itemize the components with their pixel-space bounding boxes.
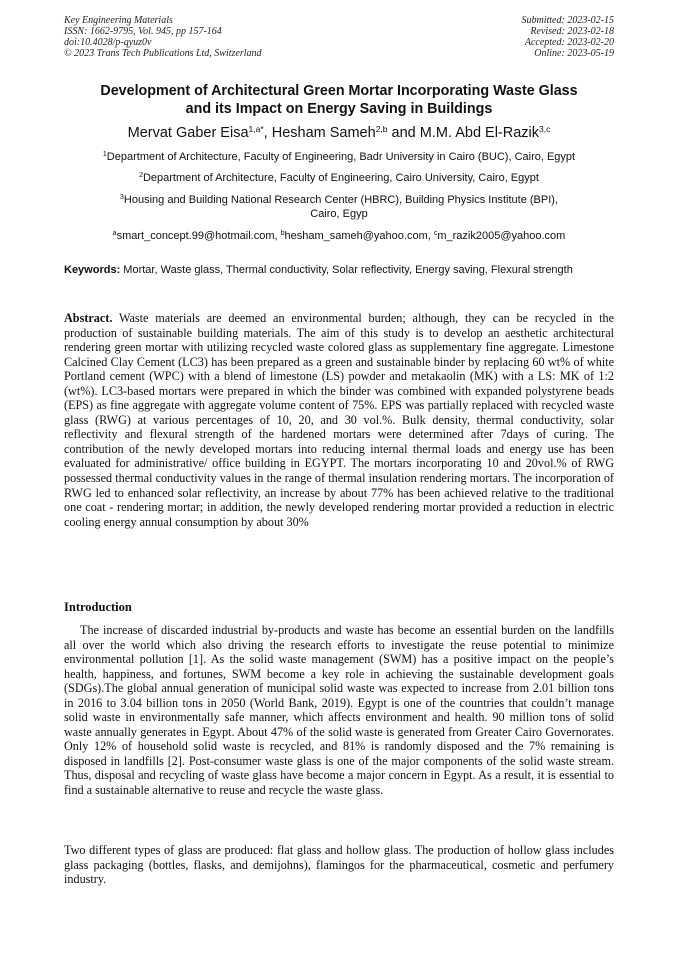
affiliation-text: Department of Architecture, Faculty of Engineering, Badr University in Cairo (BUC), Cairo, Egypt [106, 151, 576, 163]
email-line [64, 229, 614, 243]
author-name: Mervat Gaber Eisa [127, 125, 249, 141]
affiliation-mark: 2 [139, 172, 143, 179]
title-line-2: and its Impact on Energy Saving in Buildings [185, 101, 493, 117]
author-affiliation-mark: 2,b [375, 124, 388, 134]
affiliation-1 [64, 150, 614, 164]
intro-paragraph-2: Two different types of glass are produced: flat glass and hollow glass. The production of hollow glass includes glass packaging (bottles, flasks, and demijohns), flamingos for the pharmaceutical, cosmetic and perfumery industry. [64, 843, 614, 887]
affiliation-mark: 1 [102, 151, 107, 158]
issn-line: ISSN: 1662-9795, Vol. 945, pp 157-164 [64, 26, 222, 37]
email-address: m_razik2005@yahoo.com [437, 230, 566, 242]
abstract-text: Waste materials are deemed an environmental burden; although, they can be recycled in the production of sustainable building materials. The aim of this study is to develop an aesthetic architectural rendering green mortar with utilizing recycled waste colored glass as supplementary fine aggregate. Limestone Calcined Clay Cement (LC3) has been prepared as a green and sustainable binder by replacing 60 wt% of white Portland cement (WPC) with a blend of limestone (LS) powder and metakaolin (MK) with a LS: MK of 1:2 (wt%). LC3-based mortars were prepared in which the binder was combined with expanded polystyrene beads (EPS) as fine aggregate with aggregate volume content of 75%. EPS was partially replaced with recycled waste glass (RWG) at various percentages of 10, 20, and 30 vol.%. Bulk density, thermal conductivity, solar reflectivity and flexural strength of the hardened mortars were determined after 7days of curing. The contribution of the newly developed mortars into reducing internal thermal loads and energy use has been evaluated for administrative/ office building in EGYPT. The mortars incorporating 10 and 20vol.% of RWG possessed thermal conductivity values in the range of thermal insulation rendering mortars. The incorporation of RWG led to enhanced solar reflectivity, an increase by about 77% has been achieved relative to the traditional one coat - rendering mortar; in addition, the newly developed rendering mortar provided a reduction in electric cooling energy annual consumption by about 30% [64, 311, 614, 529]
revised-date: Revised: 2023-02-18 [530, 26, 614, 37]
affiliation-text: Department of Architecture, Faculty of Engineering, Cairo University, Cairo, Egypt [142, 172, 539, 184]
author-affiliation-mark: 1,a* [248, 124, 264, 134]
email-address: smart_concept.99@hotmail.com, [116, 230, 281, 242]
author-separator: , [263, 125, 272, 141]
affiliation-3 [64, 193, 614, 221]
email-address: hesham_sameh@yahoo.com, [284, 230, 434, 242]
journal-info [64, 15, 262, 59]
submission-dates [522, 15, 615, 59]
author-affiliation-mark: 3,c [539, 124, 551, 134]
author-name: Hesham Sameh [271, 125, 376, 141]
abstract-label: Abstract. [64, 311, 113, 325]
email-mark: a [112, 230, 117, 237]
affiliation-2 [64, 171, 614, 185]
paper-title [64, 82, 614, 118]
author-list [64, 124, 614, 142]
doi-line: doi:10.4028/p-qyuz0v [64, 37, 152, 48]
affiliation-mark: 3 [120, 194, 124, 201]
intro-paragraph-1: The increase of discarded industrial by-products and waste has become an essential burden on the landfills all over the world which also driving the research efforts to investigate the reuse potential to minimize environmental pollution [1]. As the solid waste management (SWM) has a positive impact on the people’s health, happiness, and fortunes, SWM become a key role in achieving the sustainable development goals (SDGs).The global annual generation of municipal solid waste was expected to increase from 2.01 billion tons in 2016 to 3.04 billion tons in 2050 (World Bank, 2019). Egypt is one of the countries that couldn’t manage solid waste in environmentally safe manner, which affects environment and health. 90 million tons of solid waste annually generates in Egypt. About 47% of the solid waste is generated from Greater Cairo Governorates. Only 12% of household solid waste is recycled, and 81% is randomly disposed and the 7% remaining is disposed in landfills [2]. Post-consumer waste glass is one of the major components of the solid waste stream. Thus, disposal and recycling of waste glass have become a major concern in Egypt. As a result, it is essential to find a sustainable alternative to reuse and recycle the waste glass. [64, 623, 614, 798]
keywords-text: Mortar, Waste glass, Thermal conductivity, Solar reflectivity, Energy saving, Flexural strength [120, 264, 573, 276]
author-name: M.M. Abd El-Razik [419, 125, 540, 141]
abstract [64, 311, 614, 529]
title-line-1: Development of Architectural Green Mortar Incorporating Waste Glass [100, 83, 578, 99]
email-mark: c [433, 230, 438, 237]
author-separator: and [387, 125, 420, 141]
email-mark: b [280, 230, 285, 237]
accepted-date: Accepted: 2023-02-20 [524, 37, 614, 48]
keywords [64, 263, 614, 278]
affiliation-text: Housing and Building National Research Center (HBRC), Building Physics Institute (BPI), [123, 194, 558, 206]
copyright-line: © 2023 Trans Tech Publications Ltd, Switzerland [64, 48, 262, 59]
online-date: Online: 2023-05-19 [534, 48, 614, 59]
keywords-label: Keywords: [64, 264, 121, 276]
submitted-date: Submitted: 2023-02-15 [521, 15, 614, 26]
affiliation-text-cont: Cairo, Egyp [310, 208, 368, 220]
introduction-heading: Introduction [64, 600, 132, 614]
journal-name: Key Engineering Materials [64, 15, 173, 26]
